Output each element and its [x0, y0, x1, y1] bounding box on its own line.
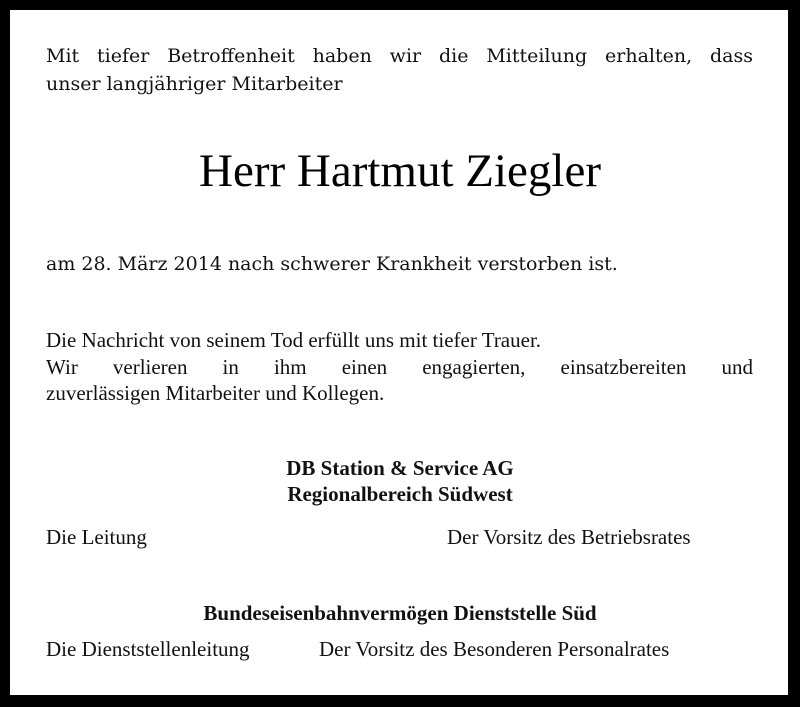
- deceased-name: Herr Hartmut Ziegler: [199, 145, 601, 197]
- death-statement: am 28. März 2014 nach schwerer Krankheit verstorben ist.: [46, 253, 618, 275]
- organization1-division: Regionalbereich Südwest: [287, 482, 513, 506]
- tribute-line-2: Wir verlieren in ihm einen engagierten, einsatzbereiten und: [46, 355, 753, 379]
- organization2-signatory-left: Die Dienststellenleitung: [46, 637, 250, 661]
- tribute-line-3: zuverlässigen Mitarbeiter und Kollegen.: [46, 381, 385, 405]
- organization1-signatory-left: Die Leitung: [46, 525, 147, 549]
- intro-line-1: Mit tiefer Betroffenheit haben wir die Mitteilung erhalten, dass: [46, 45, 753, 67]
- organization2-signatory-right: Der Vorsitz des Besonderen Personalrates: [319, 637, 670, 661]
- organization2-name: Bundeseisenbahnvermögen Dienststelle Süd: [203, 601, 597, 625]
- intro-line-2: unser langjähriger Mitarbeiter: [46, 73, 343, 95]
- organization1-name: DB Station & Service AG: [286, 456, 514, 480]
- tribute-line-1: Die Nachricht von seinem Tod erfüllt uns mit tiefer Trauer.: [46, 328, 542, 352]
- organization1-signatory-right: Der Vorsitz des Betriebsrates: [447, 525, 691, 549]
